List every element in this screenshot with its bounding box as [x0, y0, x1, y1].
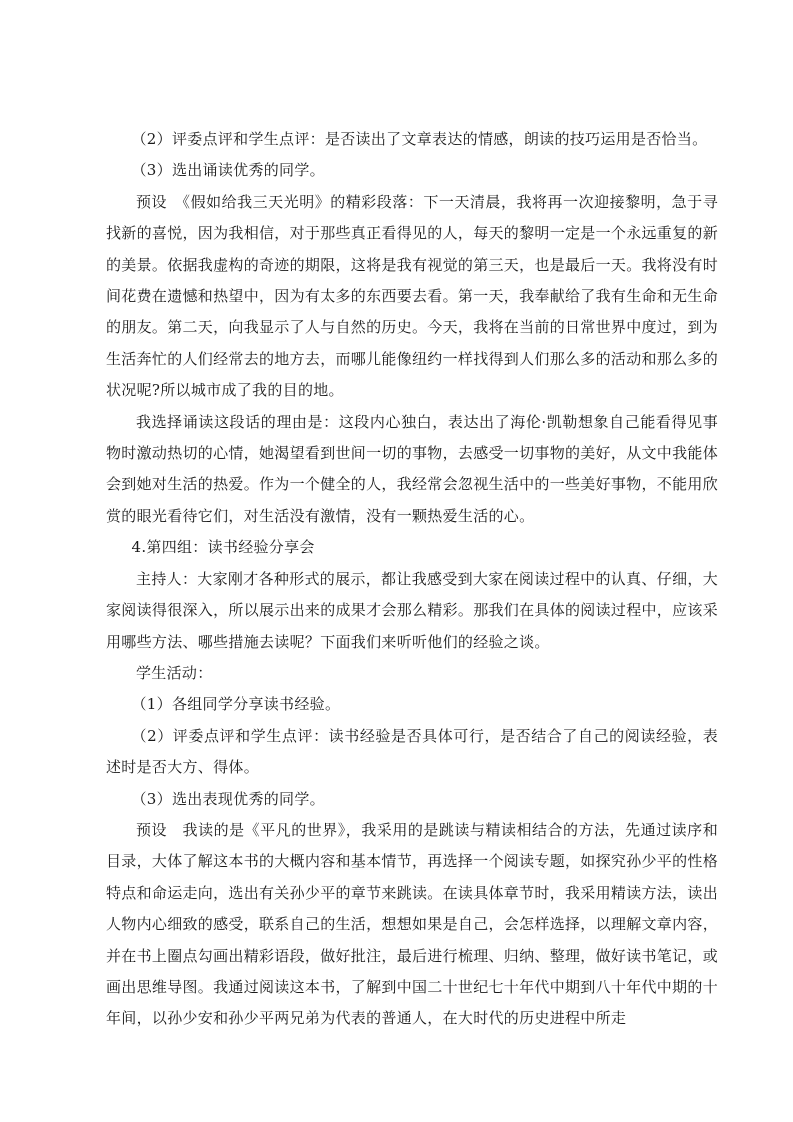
paragraph-select-reciters: （3）选出诵读优秀的同学。 — [131, 161, 325, 180]
section-heading-group-four: 4.第四组：读书经验分享会 — [131, 538, 315, 557]
paragraph-preset-excerpt: 预设 《假如给我三天光明》的精彩段落：下一天清晨，我将再一次迎接黎明，急于寻找新的喜悦，因为我相信，对于那些真正看得见的人，每天的黎明一定是一个永远重复的新的美景。依据我虚构的奇迹的期限，这将是我有视觉的第三天，也是最后一天。我将没有时间花费在遗憾和热望中，因为有太多的东西要去看。第一天，我奉献给了我有生命和无生命的朋友。第二天，向我显示了人与自然的历史。今天，我将在当前的日常世界中度过，到为生活奔忙的人们经常去的地方去，而哪儿能像纽约一样找得到人们那么多的活动和那么多的状况呢?所以城市成了我的目的地。 — [106, 192, 719, 400]
paragraph-student-activity-label: 学生活动： — [136, 663, 213, 682]
body-text — [106, 124, 718, 1035]
paragraph-review-experience: （2）评委点评和学生点评：读书经验是否具体可行，是否结合了自己的阅读经验，表述时是否大方、得体。 — [106, 726, 718, 777]
paragraph-reason: 我选择诵读这段话的理由是：这段内心独白，表达出了海伦·凯勒想象自己能看得见事物时激动热切的心情，她渴望看到世间一切的事物，去感受一切事物的美好，从文中我能体会到她对生活的热爱。作为一个健全的人，我经常会忽视生活中的一些美好事物，不能用欣赏的眼光看待它们，对生活没有激情，没有一颗热爱生活的心。 — [106, 412, 719, 525]
paragraph-preset-ordinary-world: 预设 我读的是《平凡的世界》，我采用的是跳读与精读相结合的方法，先通过读序和目录，大体了解这本书的大概内容和基本情节，再选择一个阅读专题，如探究孙少平的性格特点和命运走向，选出有关孙少平的章节来跳读。在读具体章节时，我采用精读方法，读出人物内心细致的感受，联系自己的生活，想想如果是自己，会怎样选择，以理解文章内容，并在书上圈点勾画出精彩语段，做好批注，最后进行梳理、归纳、整理，做好读书笔记，或画出思维导图。我通过阅读这本书，了解到中国二十世纪七十年代中期到八十年代中期的十年间，以孙少安和孙少平两兄弟为代表的普通人，在大时代的历史进程中所走 — [106, 820, 719, 1028]
paragraph-review-criteria: （2）评委点评和学生点评：是否读出了文章表达的情感，朗读的技巧运用是否恰当。 — [131, 130, 708, 148]
paragraph-select-presenters: （3）选出表现优秀的同学。 — [131, 789, 325, 808]
paragraph-host-remarks: 主持人：大家刚才各种形式的展示，都让我感受到大家在阅读过程中的认真、仔细，大家阅读得很深入，所以展示出来的成果才会那么精彩。那我们在具体的阅读过程中，应该采用哪些方法、哪些措施去读呢？下面我们来听听他们的经验之谈。 — [106, 569, 719, 651]
paragraph-share-experience: （1）各组同学分享读书经验。 — [131, 695, 341, 714]
